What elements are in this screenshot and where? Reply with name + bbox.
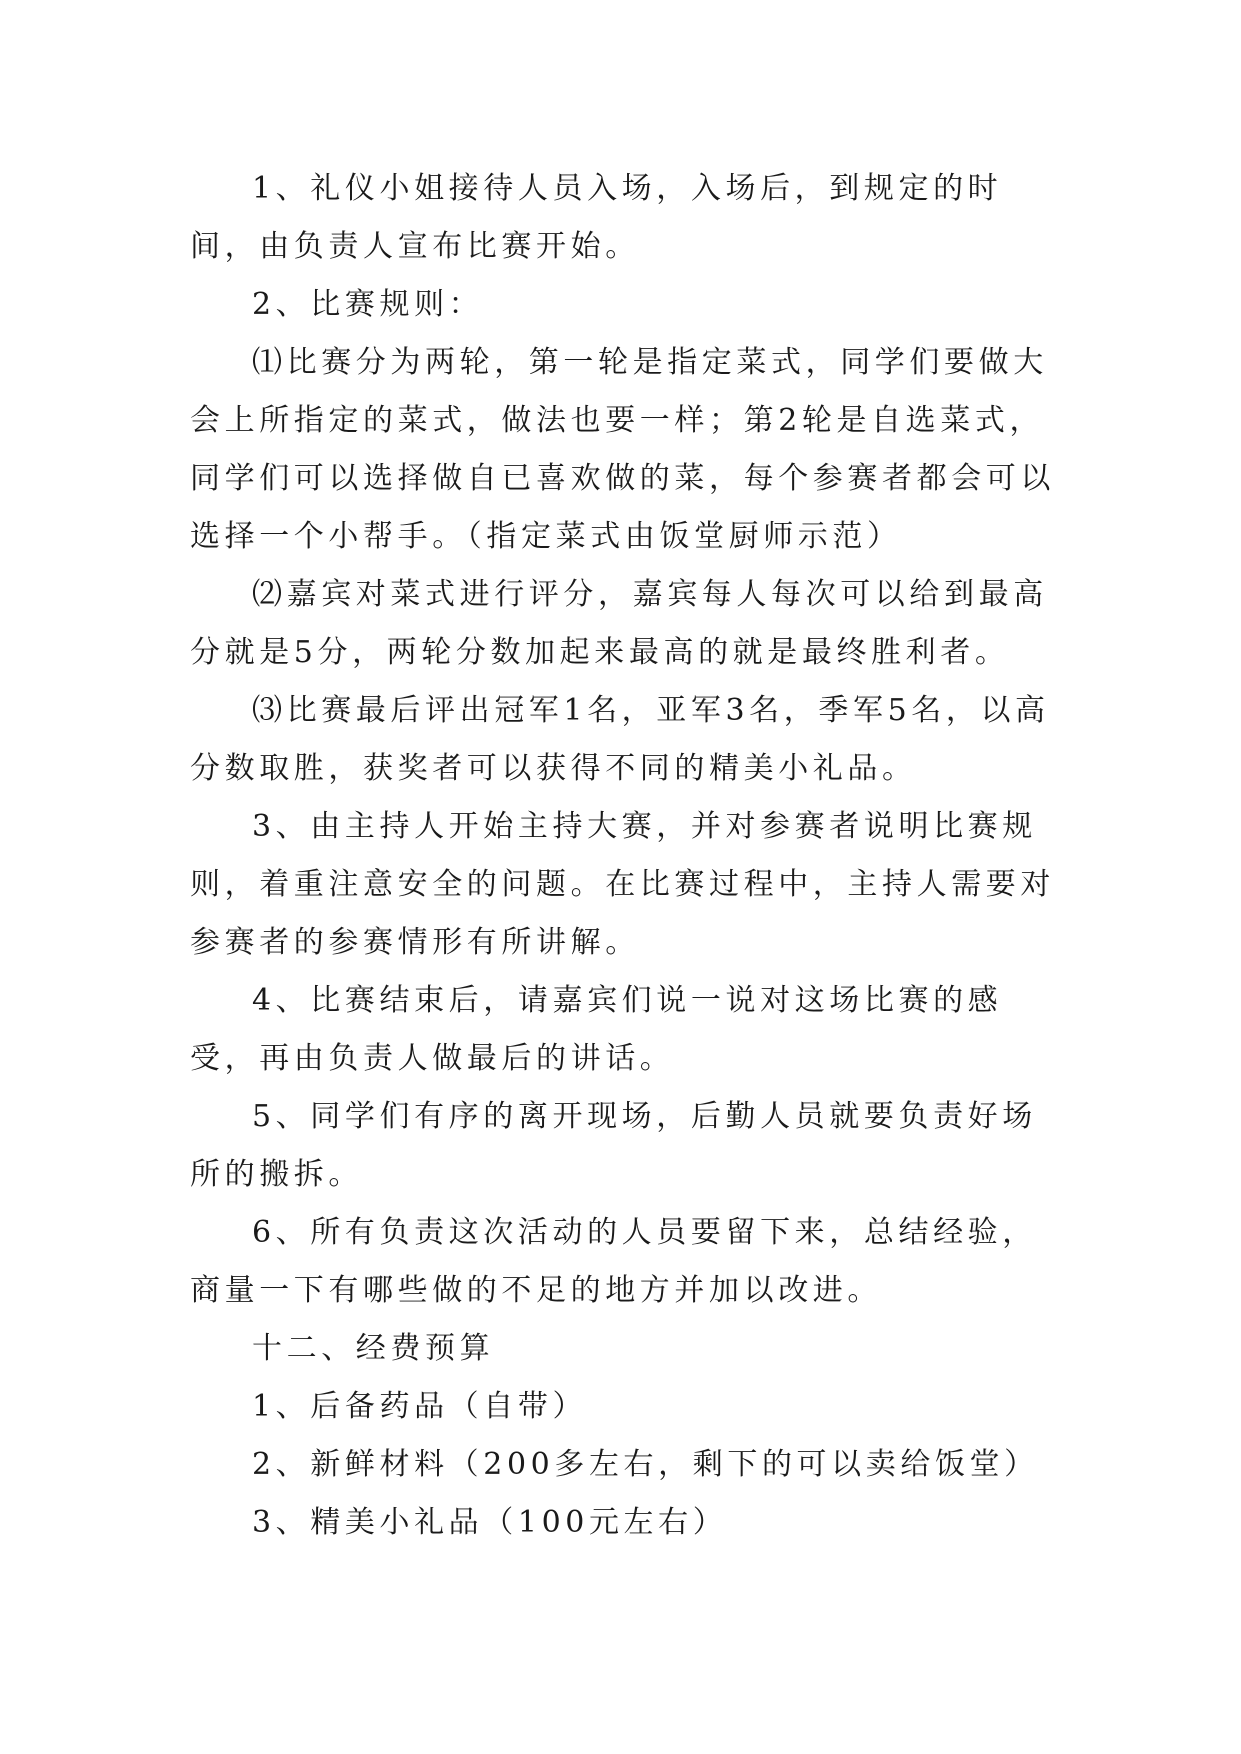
paragraph-4: ⑵嘉宾对菜式进行评分，嘉宾每人每次可以给到最高分就是5分，两轮分数加起来最高的就是最终胜利者。 [190, 577, 1048, 670]
budget-item-2: 2、新鲜材料（200多左右，剩下的可以卖给饭堂） [252, 1447, 1039, 1482]
paragraph-1: 1、礼仪小姐接待人员入场，入场后，到规定的时间，由负责人宣布比赛开始。 [190, 171, 1003, 264]
paragraph-5: ⑶比赛最后评出冠军1名，亚军3名，季军5名，以高分数取胜，获奖者可以获得不同的精美小礼品。 [190, 693, 1050, 786]
document-body [190, 160, 1060, 1552]
section-heading: 十二、经费预算 [252, 1331, 495, 1366]
paragraph-3: ⑴比赛分为两轮，第一轮是指定菜式，同学们要做大会上所指定的菜式，做法也要一样；第2轮是自选菜式，同学们可以选择做自已喜欢做的菜，每个参赛者都会可以选择一个小帮手。（指定菜式由饭堂厨师示范） [190, 345, 1055, 554]
paragraph-7: 4、比赛结束后，请嘉宾们说一说对这场比赛的感受，再由负责人做最后的讲话。 [190, 983, 1003, 1076]
paragraph-8: 5、同学们有序的离开现场，后勤人员就要负责好场所的搬拆。 [190, 1099, 1037, 1192]
paragraph-2: 2、比赛规则： [252, 287, 484, 322]
paragraph-6: 3、由主持人开始主持大赛，并对参赛者说明比赛规则，着重注意安全的问题。在比赛过程中，主持人需要对参赛者的参赛情形有所讲解。 [190, 809, 1055, 960]
paragraph-9: 6、所有负责这次活动的人员要留下来，总结经验，商量一下有哪些做的不足的地方并加以改进。 [190, 1215, 1037, 1308]
budget-item-1: 1、后备药品（自带） [252, 1389, 588, 1424]
budget-item-3: 3、精美小礼品（100元左右） [252, 1505, 728, 1540]
